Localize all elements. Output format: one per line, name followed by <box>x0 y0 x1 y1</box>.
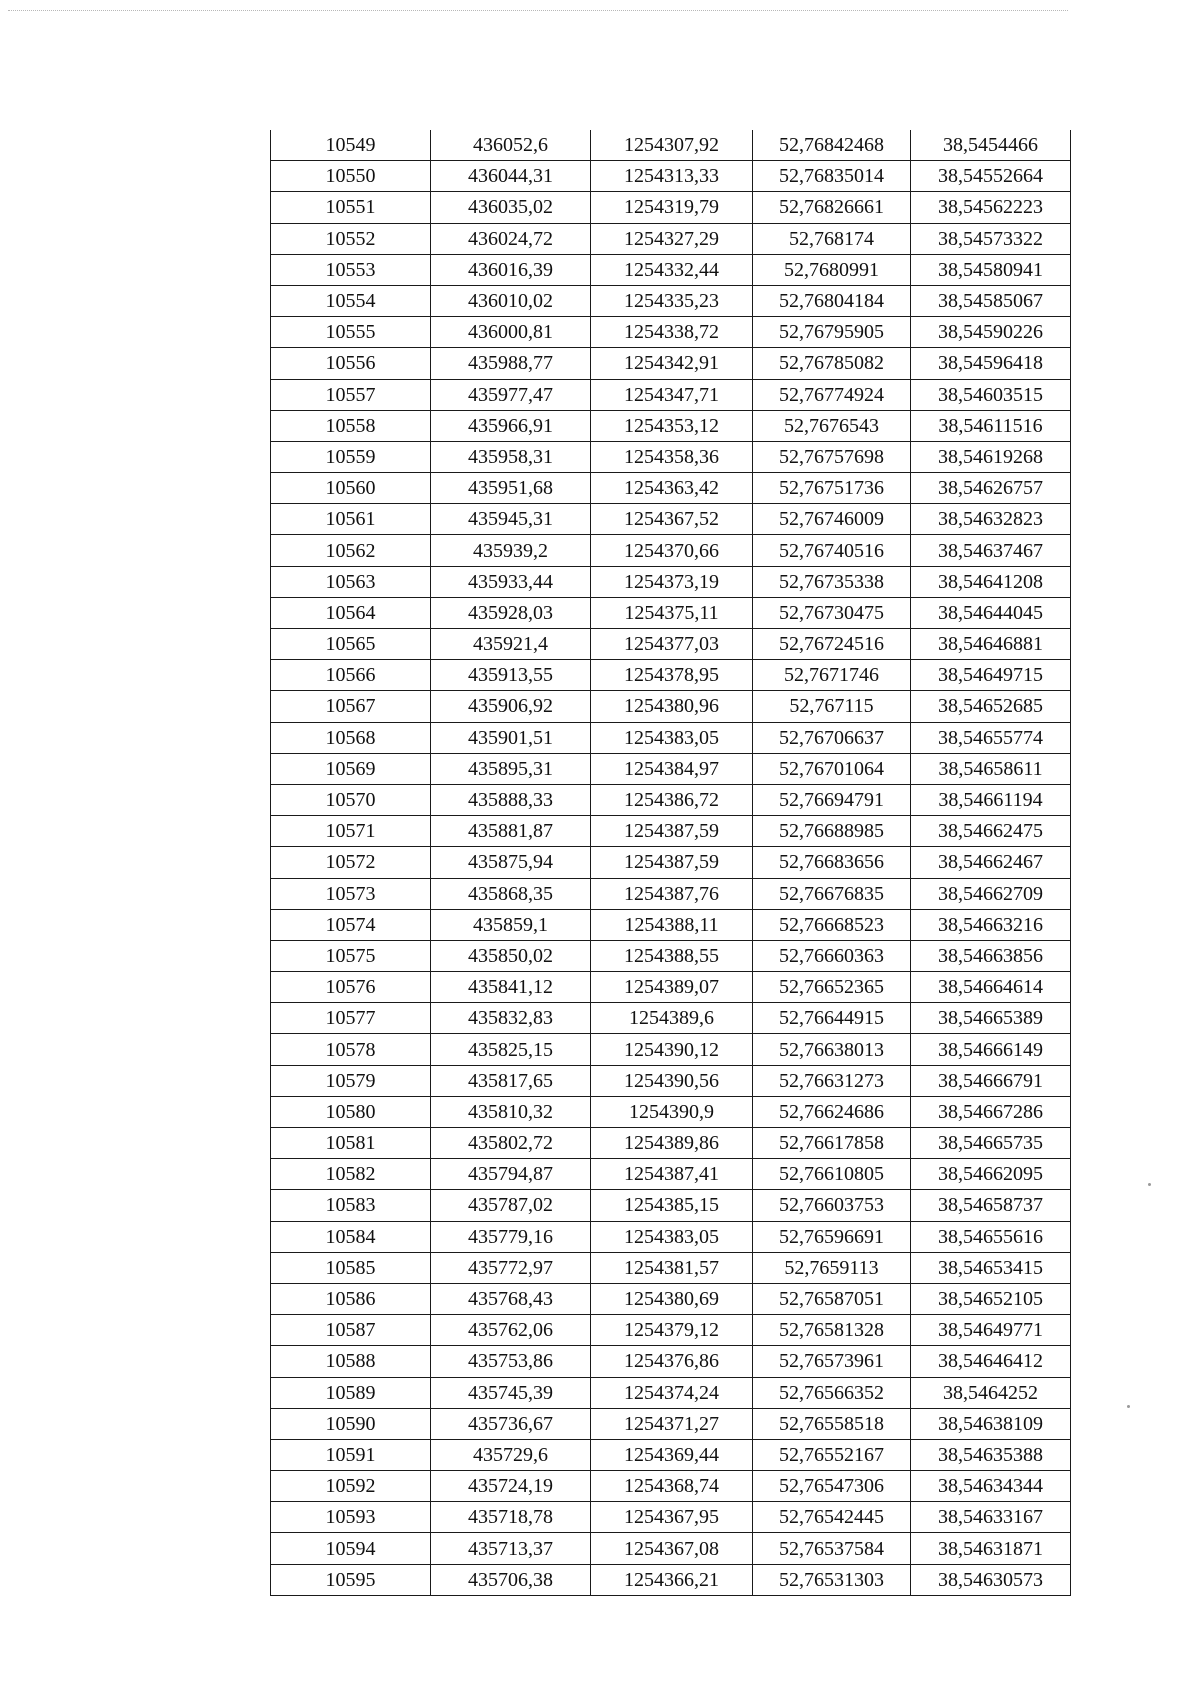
x-coordinate-cell: 436035,02 <box>431 192 591 223</box>
point-number-cell: 10580 <box>271 1096 431 1127</box>
point-number-cell: 10583 <box>271 1190 431 1221</box>
latitude-cell: 52,76746009 <box>753 504 911 535</box>
x-coordinate-cell: 435779,16 <box>431 1221 591 1252</box>
x-coordinate-cell: 436052,6 <box>431 130 591 161</box>
y-coordinate-cell: 1254389,86 <box>591 1128 753 1159</box>
latitude-cell: 52,76610805 <box>753 1159 911 1190</box>
x-coordinate-cell: 435888,33 <box>431 784 591 815</box>
y-coordinate-cell: 1254383,05 <box>591 1221 753 1252</box>
x-coordinate-cell: 435736,67 <box>431 1408 591 1439</box>
y-coordinate-cell: 1254368,74 <box>591 1471 753 1502</box>
table-row <box>271 753 1071 784</box>
x-coordinate-cell: 436016,39 <box>431 254 591 285</box>
table-row <box>271 940 1071 971</box>
table-row <box>271 1128 1071 1159</box>
longitude-cell: 38,54667286 <box>911 1096 1071 1127</box>
point-number-cell: 10581 <box>271 1128 431 1159</box>
latitude-cell: 52,76774924 <box>753 379 911 410</box>
latitude-cell: 52,76724516 <box>753 629 911 660</box>
y-coordinate-cell: 1254373,19 <box>591 566 753 597</box>
longitude-cell: 38,54634344 <box>911 1471 1071 1502</box>
y-coordinate-cell: 1254378,95 <box>591 660 753 691</box>
latitude-cell: 52,76835014 <box>753 161 911 192</box>
longitude-cell: 38,54573322 <box>911 223 1071 254</box>
point-number-cell: 10560 <box>271 473 431 504</box>
table-row <box>271 1159 1071 1190</box>
longitude-cell: 38,54666149 <box>911 1034 1071 1065</box>
latitude-cell: 52,76660363 <box>753 940 911 971</box>
table-row <box>271 1439 1071 1470</box>
x-coordinate-cell: 435841,12 <box>431 972 591 1003</box>
latitude-cell: 52,76740516 <box>753 535 911 566</box>
longitude-cell: 38,5454466 <box>911 130 1071 161</box>
table-row <box>271 1096 1071 1127</box>
longitude-cell: 38,54603515 <box>911 379 1071 410</box>
latitude-cell: 52,76706637 <box>753 722 911 753</box>
x-coordinate-cell: 435787,02 <box>431 1190 591 1221</box>
latitude-cell: 52,76587051 <box>753 1283 911 1314</box>
table-row <box>271 535 1071 566</box>
table-row <box>271 1564 1071 1595</box>
latitude-cell: 52,76631273 <box>753 1065 911 1096</box>
longitude-cell: 38,54664614 <box>911 972 1071 1003</box>
x-coordinate-cell: 435966,91 <box>431 410 591 441</box>
latitude-cell: 52,76730475 <box>753 597 911 628</box>
y-coordinate-cell: 1254390,9 <box>591 1096 753 1127</box>
y-coordinate-cell: 1254307,92 <box>591 130 753 161</box>
x-coordinate-cell: 435762,06 <box>431 1315 591 1346</box>
y-coordinate-cell: 1254386,72 <box>591 784 753 815</box>
table-row <box>271 317 1071 348</box>
x-coordinate-cell: 435768,43 <box>431 1283 591 1314</box>
x-coordinate-cell: 435772,97 <box>431 1252 591 1283</box>
x-coordinate-cell: 435810,32 <box>431 1096 591 1127</box>
latitude-cell: 52,76652365 <box>753 972 911 1003</box>
latitude-cell: 52,7671746 <box>753 660 911 691</box>
y-coordinate-cell: 1254367,95 <box>591 1502 753 1533</box>
latitude-cell: 52,7680991 <box>753 254 911 285</box>
x-coordinate-cell: 435895,31 <box>431 753 591 784</box>
point-number-cell: 10582 <box>271 1159 431 1190</box>
point-number-cell: 10578 <box>271 1034 431 1065</box>
x-coordinate-cell: 435825,15 <box>431 1034 591 1065</box>
scan-edge-line <box>8 10 1068 11</box>
table-row <box>271 972 1071 1003</box>
table-row <box>271 1003 1071 1034</box>
y-coordinate-cell: 1254374,24 <box>591 1377 753 1408</box>
x-coordinate-cell: 435859,1 <box>431 909 591 940</box>
y-coordinate-cell: 1254390,56 <box>591 1065 753 1096</box>
longitude-cell: 38,54631871 <box>911 1533 1071 1564</box>
point-number-cell: 10576 <box>271 972 431 1003</box>
table-row <box>271 1221 1071 1252</box>
y-coordinate-cell: 1254338,72 <box>591 317 753 348</box>
table-row <box>271 847 1071 878</box>
table-row <box>271 1377 1071 1408</box>
longitude-cell: 38,54619268 <box>911 441 1071 472</box>
point-number-cell: 10594 <box>271 1533 431 1564</box>
y-coordinate-cell: 1254327,29 <box>591 223 753 254</box>
longitude-cell: 38,54611516 <box>911 410 1071 441</box>
table-row <box>271 285 1071 316</box>
x-coordinate-cell: 435875,94 <box>431 847 591 878</box>
x-coordinate-cell: 435906,92 <box>431 691 591 722</box>
longitude-cell: 38,54655616 <box>911 1221 1071 1252</box>
longitude-cell: 38,54658611 <box>911 753 1071 784</box>
table-row <box>271 1408 1071 1439</box>
scan-speck <box>1148 1183 1151 1186</box>
coordinates-table <box>270 130 1071 1596</box>
table-row <box>271 597 1071 628</box>
longitude-cell: 38,54596418 <box>911 348 1071 379</box>
y-coordinate-cell: 1254390,12 <box>591 1034 753 1065</box>
y-coordinate-cell: 1254319,79 <box>591 192 753 223</box>
latitude-cell: 52,7676543 <box>753 410 911 441</box>
y-coordinate-cell: 1254313,33 <box>591 161 753 192</box>
longitude-cell: 38,54652685 <box>911 691 1071 722</box>
point-number-cell: 10584 <box>271 1221 431 1252</box>
longitude-cell: 38,54644045 <box>911 597 1071 628</box>
y-coordinate-cell: 1254342,91 <box>591 348 753 379</box>
point-number-cell: 10571 <box>271 816 431 847</box>
y-coordinate-cell: 1254367,52 <box>591 504 753 535</box>
longitude-cell: 38,54652105 <box>911 1283 1071 1314</box>
latitude-cell: 52,76826661 <box>753 192 911 223</box>
table-row <box>271 1034 1071 1065</box>
latitude-cell: 52,76668523 <box>753 909 911 940</box>
latitude-cell: 52,76735338 <box>753 566 911 597</box>
point-number-cell: 10555 <box>271 317 431 348</box>
longitude-cell: 38,54662095 <box>911 1159 1071 1190</box>
table-row <box>271 784 1071 815</box>
point-number-cell: 10565 <box>271 629 431 660</box>
x-coordinate-cell: 435921,4 <box>431 629 591 660</box>
x-coordinate-cell: 435945,31 <box>431 504 591 535</box>
latitude-cell: 52,76701064 <box>753 753 911 784</box>
x-coordinate-cell: 436024,72 <box>431 223 591 254</box>
point-number-cell: 10585 <box>271 1252 431 1283</box>
latitude-cell: 52,7659113 <box>753 1252 911 1283</box>
y-coordinate-cell: 1254387,59 <box>591 847 753 878</box>
longitude-cell: 38,5464252 <box>911 1377 1071 1408</box>
longitude-cell: 38,54649715 <box>911 660 1071 691</box>
point-number-cell: 10567 <box>271 691 431 722</box>
point-number-cell: 10579 <box>271 1065 431 1096</box>
table-row <box>271 1533 1071 1564</box>
x-coordinate-cell: 435706,38 <box>431 1564 591 1595</box>
longitude-cell: 38,54655774 <box>911 722 1071 753</box>
y-coordinate-cell: 1254389,6 <box>591 1003 753 1034</box>
point-number-cell: 10561 <box>271 504 431 535</box>
point-number-cell: 10557 <box>271 379 431 410</box>
table-row <box>271 566 1071 597</box>
table-row <box>271 691 1071 722</box>
x-coordinate-cell: 435868,35 <box>431 878 591 909</box>
table-row <box>271 816 1071 847</box>
table-row <box>271 130 1071 161</box>
longitude-cell: 38,54580941 <box>911 254 1071 285</box>
latitude-cell: 52,76842468 <box>753 130 911 161</box>
y-coordinate-cell: 1254383,05 <box>591 722 753 753</box>
longitude-cell: 38,54649771 <box>911 1315 1071 1346</box>
x-coordinate-cell: 435988,77 <box>431 348 591 379</box>
y-coordinate-cell: 1254389,07 <box>591 972 753 1003</box>
point-number-cell: 10575 <box>271 940 431 971</box>
x-coordinate-cell: 435729,6 <box>431 1439 591 1470</box>
point-number-cell: 10552 <box>271 223 431 254</box>
x-coordinate-cell: 435718,78 <box>431 1502 591 1533</box>
table-row <box>271 223 1071 254</box>
y-coordinate-cell: 1254371,27 <box>591 1408 753 1439</box>
y-coordinate-cell: 1254376,86 <box>591 1346 753 1377</box>
y-coordinate-cell: 1254347,71 <box>591 379 753 410</box>
y-coordinate-cell: 1254335,23 <box>591 285 753 316</box>
y-coordinate-cell: 1254366,21 <box>591 1564 753 1595</box>
y-coordinate-cell: 1254358,36 <box>591 441 753 472</box>
latitude-cell: 52,76804184 <box>753 285 911 316</box>
latitude-cell: 52,76624686 <box>753 1096 911 1127</box>
x-coordinate-cell: 436000,81 <box>431 317 591 348</box>
latitude-cell: 52,768174 <box>753 223 911 254</box>
table-row <box>271 722 1071 753</box>
longitude-cell: 38,54638109 <box>911 1408 1071 1439</box>
latitude-cell: 52,76757698 <box>753 441 911 472</box>
point-number-cell: 10588 <box>271 1346 431 1377</box>
longitude-cell: 38,54626757 <box>911 473 1071 504</box>
table-row <box>271 1252 1071 1283</box>
y-coordinate-cell: 1254380,96 <box>591 691 753 722</box>
table-row <box>271 504 1071 535</box>
table-row <box>271 1502 1071 1533</box>
table-row <box>271 909 1071 940</box>
point-number-cell: 10554 <box>271 285 431 316</box>
longitude-cell: 38,54665389 <box>911 1003 1071 1034</box>
x-coordinate-cell: 435958,31 <box>431 441 591 472</box>
longitude-cell: 38,54658737 <box>911 1190 1071 1221</box>
table-row <box>271 1283 1071 1314</box>
x-coordinate-cell: 435713,37 <box>431 1533 591 1564</box>
x-coordinate-cell: 436010,02 <box>431 285 591 316</box>
longitude-cell: 38,54590226 <box>911 317 1071 348</box>
y-coordinate-cell: 1254377,03 <box>591 629 753 660</box>
point-number-cell: 10590 <box>271 1408 431 1439</box>
point-number-cell: 10573 <box>271 878 431 909</box>
table-row <box>271 192 1071 223</box>
table-row <box>271 161 1071 192</box>
latitude-cell: 52,76676835 <box>753 878 911 909</box>
longitude-cell: 38,54633167 <box>911 1502 1071 1533</box>
longitude-cell: 38,54662709 <box>911 878 1071 909</box>
point-number-cell: 10587 <box>271 1315 431 1346</box>
longitude-cell: 38,54552664 <box>911 161 1071 192</box>
y-coordinate-cell: 1254381,57 <box>591 1252 753 1283</box>
x-coordinate-cell: 435933,44 <box>431 566 591 597</box>
x-coordinate-cell: 435745,39 <box>431 1377 591 1408</box>
scan-speck <box>1127 1405 1130 1408</box>
latitude-cell: 52,76644915 <box>753 1003 911 1034</box>
y-coordinate-cell: 1254380,69 <box>591 1283 753 1314</box>
point-number-cell: 10551 <box>271 192 431 223</box>
longitude-cell: 38,54632823 <box>911 504 1071 535</box>
y-coordinate-cell: 1254387,59 <box>591 816 753 847</box>
table-row <box>271 254 1071 285</box>
y-coordinate-cell: 1254379,12 <box>591 1315 753 1346</box>
point-number-cell: 10595 <box>271 1564 431 1595</box>
x-coordinate-cell: 435817,65 <box>431 1065 591 1096</box>
latitude-cell: 52,76638013 <box>753 1034 911 1065</box>
table-row <box>271 629 1071 660</box>
latitude-cell: 52,76795905 <box>753 317 911 348</box>
x-coordinate-cell: 435928,03 <box>431 597 591 628</box>
point-number-cell: 10562 <box>271 535 431 566</box>
point-number-cell: 10591 <box>271 1439 431 1470</box>
point-number-cell: 10589 <box>271 1377 431 1408</box>
point-number-cell: 10592 <box>271 1471 431 1502</box>
point-number-cell: 10553 <box>271 254 431 285</box>
latitude-cell: 52,76547306 <box>753 1471 911 1502</box>
y-coordinate-cell: 1254385,15 <box>591 1190 753 1221</box>
coordinates-table-body <box>271 130 1071 1595</box>
y-coordinate-cell: 1254388,55 <box>591 940 753 971</box>
x-coordinate-cell: 435951,68 <box>431 473 591 504</box>
table-row <box>271 660 1071 691</box>
point-number-cell: 10574 <box>271 909 431 940</box>
y-coordinate-cell: 1254367,08 <box>591 1533 753 1564</box>
longitude-cell: 38,54630573 <box>911 1564 1071 1595</box>
y-coordinate-cell: 1254375,11 <box>591 597 753 628</box>
x-coordinate-cell: 435881,87 <box>431 816 591 847</box>
y-coordinate-cell: 1254332,44 <box>591 254 753 285</box>
coordinates-table-container <box>270 130 1070 1596</box>
latitude-cell: 52,76603753 <box>753 1190 911 1221</box>
latitude-cell: 52,76552167 <box>753 1439 911 1470</box>
latitude-cell: 52,76694791 <box>753 784 911 815</box>
table-row <box>271 878 1071 909</box>
longitude-cell: 38,54585067 <box>911 285 1071 316</box>
point-number-cell: 10566 <box>271 660 431 691</box>
latitude-cell: 52,76683656 <box>753 847 911 878</box>
table-row <box>271 1315 1071 1346</box>
longitude-cell: 38,54562223 <box>911 192 1071 223</box>
longitude-cell: 38,54665735 <box>911 1128 1071 1159</box>
point-number-cell: 10569 <box>271 753 431 784</box>
point-number-cell: 10570 <box>271 784 431 815</box>
x-coordinate-cell: 435901,51 <box>431 722 591 753</box>
longitude-cell: 38,54637467 <box>911 535 1071 566</box>
latitude-cell: 52,76531303 <box>753 1564 911 1595</box>
point-number-cell: 10593 <box>271 1502 431 1533</box>
point-number-cell: 10549 <box>271 130 431 161</box>
point-number-cell: 10559 <box>271 441 431 472</box>
x-coordinate-cell: 435850,02 <box>431 940 591 971</box>
y-coordinate-cell: 1254387,76 <box>591 878 753 909</box>
table-row <box>271 410 1071 441</box>
table-row <box>271 1346 1071 1377</box>
y-coordinate-cell: 1254353,12 <box>591 410 753 441</box>
table-row <box>271 348 1071 379</box>
latitude-cell: 52,76688985 <box>753 816 911 847</box>
point-number-cell: 10550 <box>271 161 431 192</box>
x-coordinate-cell: 435753,86 <box>431 1346 591 1377</box>
table-row <box>271 473 1071 504</box>
x-coordinate-cell: 435832,83 <box>431 1003 591 1034</box>
longitude-cell: 38,54635388 <box>911 1439 1071 1470</box>
latitude-cell: 52,76596691 <box>753 1221 911 1252</box>
longitude-cell: 38,54663216 <box>911 909 1071 940</box>
longitude-cell: 38,54661194 <box>911 784 1071 815</box>
y-coordinate-cell: 1254370,66 <box>591 535 753 566</box>
latitude-cell: 52,76785082 <box>753 348 911 379</box>
point-number-cell: 10577 <box>271 1003 431 1034</box>
x-coordinate-cell: 435913,55 <box>431 660 591 691</box>
point-number-cell: 10558 <box>271 410 431 441</box>
table-row <box>271 1065 1071 1096</box>
latitude-cell: 52,76573961 <box>753 1346 911 1377</box>
longitude-cell: 38,54662467 <box>911 847 1071 878</box>
latitude-cell: 52,76581328 <box>753 1315 911 1346</box>
longitude-cell: 38,54646412 <box>911 1346 1071 1377</box>
longitude-cell: 38,54641208 <box>911 566 1071 597</box>
x-coordinate-cell: 435977,47 <box>431 379 591 410</box>
table-row <box>271 441 1071 472</box>
x-coordinate-cell: 435802,72 <box>431 1128 591 1159</box>
y-coordinate-cell: 1254363,42 <box>591 473 753 504</box>
point-number-cell: 10568 <box>271 722 431 753</box>
latitude-cell: 52,76617858 <box>753 1128 911 1159</box>
point-number-cell: 10564 <box>271 597 431 628</box>
latitude-cell: 52,76751736 <box>753 473 911 504</box>
longitude-cell: 38,54662475 <box>911 816 1071 847</box>
x-coordinate-cell: 436044,31 <box>431 161 591 192</box>
latitude-cell: 52,76566352 <box>753 1377 911 1408</box>
latitude-cell: 52,76558518 <box>753 1408 911 1439</box>
point-number-cell: 10586 <box>271 1283 431 1314</box>
point-number-cell: 10563 <box>271 566 431 597</box>
longitude-cell: 38,54646881 <box>911 629 1071 660</box>
x-coordinate-cell: 435939,2 <box>431 535 591 566</box>
table-row <box>271 1190 1071 1221</box>
latitude-cell: 52,76542445 <box>753 1502 911 1533</box>
longitude-cell: 38,54663856 <box>911 940 1071 971</box>
table-row <box>271 379 1071 410</box>
y-coordinate-cell: 1254369,44 <box>591 1439 753 1470</box>
y-coordinate-cell: 1254387,41 <box>591 1159 753 1190</box>
point-number-cell: 10572 <box>271 847 431 878</box>
y-coordinate-cell: 1254384,97 <box>591 753 753 784</box>
longitude-cell: 38,54666791 <box>911 1065 1071 1096</box>
latitude-cell: 52,76537584 <box>753 1533 911 1564</box>
x-coordinate-cell: 435794,87 <box>431 1159 591 1190</box>
point-number-cell: 10556 <box>271 348 431 379</box>
longitude-cell: 38,54653415 <box>911 1252 1071 1283</box>
x-coordinate-cell: 435724,19 <box>431 1471 591 1502</box>
y-coordinate-cell: 1254388,11 <box>591 909 753 940</box>
table-row <box>271 1471 1071 1502</box>
latitude-cell: 52,767115 <box>753 691 911 722</box>
